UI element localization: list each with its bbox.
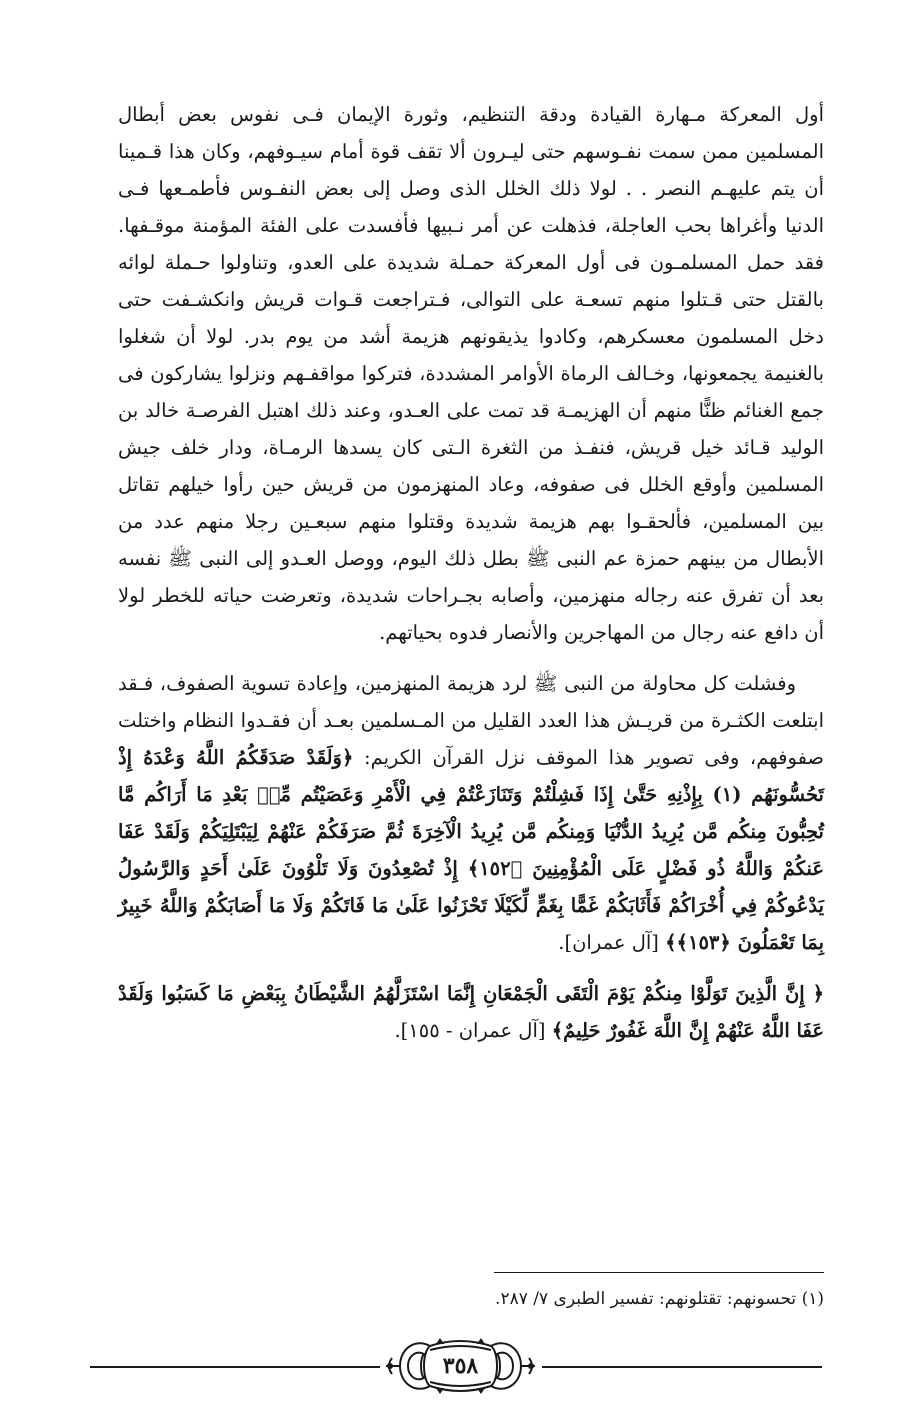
- paragraph-1: أول المعركة مـهارة القيادة ودقة التنظيم، وثورة الإيمان فـى نفوس بعض أبطال المسلمين ممن سمت نفـوسهم حتى ليـرون ألا تقف قوة أمام سيـوفهم، وكان هذا قـمينا أن يتم عليهـم النصر . . لولا ذلك الخلل الذى وصل إلى بعض النفـوس فأطمـعها فـى الدنيا وأغراها بحب العاجلة، فذهلت عن أمر نـبيها فأفسدت على الفئة المؤمنة موقـفها. فقد حمل المسلمـون فى أول المعركة حمـلة شديدة على العدو، وتناولوا حـملة لوائه بالقتل حتى قـتلوا منهم تسعـة على التوالى، فـتراجعت قـوات قريش وانكشـفت حتى دخل المسلمون معسكرهم، وكادوا يذيقونهم هزيمة أشد من يوم بدر. لولا أن شغلوا بالغنيمة يجمعونها، وخـالف الرماة الأوامر المشددة، فتركوا مواقفـهم ونزلوا يشاركون فى جمع الغنائم ظنًّا منهم أن الهزيمـة قد تمت على العـدو، وعند ذلك اهتبل الفرصـة خالد بن الوليد قـائد خيل قريش، فنفـذ من الثغرة الـتى كان يسدها الرمـاة، ودار خلف جيش المسلمين وأوقع الخلل فى صفوفه، وعاد المنهزمون من قريش حين رأوا خيلهم تقاتل بين المسلمين، فألحقـوا بهم هزيمة شديدة وقتلوا منهم سبعـين رجلا منهم عدد من الأبطال من بينهم حمزة عم النبى ﷺ بطل ذلك اليوم، ووصل العـدو إلى النبى ﷺ نفسه بعد أن تفرق عنه رجاله منهزمين، وأصابه بجـراحات شديدة، وتعرضت حياته للخطر لولا أن دافع عنه رجال من المهاجرين والأنصار فدوه بحياتهم.: [118, 103, 824, 644]
- page-footer: [90, 1322, 822, 1402]
- verse-2-reference: [آل عمران - ١٥٥].: [394, 1019, 546, 1042]
- footnote: (١) تحسونهم: تقتلونهم: تفسير الطبرى ٧/ ٢٨٧.: [495, 1289, 824, 1309]
- book-page: [118, 96, 824, 1379]
- quran-verse-1: ﴿وَلَقَدْ صَدَقَكُمُ اللَّهُ وَعْدَهُ إِذْ تَحُسُّونَهُم (١) بِإِذْنِهِ حَتَّىٰ إِذَا فَشِلْتُمْ وَتَنَازَعْتُمْ فِي الْأَمْرِ وَعَصَيْتُم مِّنۢ بَعْدِ مَا أَرَاكُم مَّا تُحِبُّونَ مِنكُم مَّن يُرِيدُ الدُّنْيَا وَمِنكُم مَّن يُرِيدُ الْآخِرَةَ ثُمَّ صَرَفَكُمْ عَنْهُمْ لِيَبْتَلِيَكُمْ وَلَقَدْ عَفَا عَنكُمْ وَاللَّهُ ذُو فَضْلٍ عَلَى الْمُؤْمِنِينَ ﴿١٥٢﴾ إِذْ تُصْعِدُونَ وَلَا تَلْوُونَ عَلَىٰ أَحَدٍ وَالرَّسُولُ يَدْعُوكُمْ فِي أُخْرَاكُمْ فَأَثَابَكُمْ غَمًّا بِغَمٍّ لِّكَيْلَا تَحْزَنُوا عَلَىٰ مَا فَاتَكُمْ وَلَا مَا أَصَابَكُمْ وَاللَّهُ خَبِيرٌ بِمَا تَعْمَلُونَ ﴿١٥٣﴾﴾: [118, 746, 824, 954]
- quran-verse-2: ﴿ إِنَّ الَّذِينَ تَوَلَّوْا مِنكُمْ يَوْمَ الْتَقَى الْجَمْعَانِ إِنَّمَا اسْتَزَلَّهُمُ الشَّيْطَانُ بِبَعْضِ مَا كَسَبُوا وَلَقَدْ عَفَا اللَّهُ عَنْهُمْ إِنَّ اللَّهَ غَفُورٌ حَلِيمٌ﴾: [118, 982, 824, 1042]
- verse-1-reference: [آل عمران].: [558, 931, 659, 954]
- footer-rule-right: [542, 1366, 822, 1368]
- page-number-ornament: [378, 1328, 543, 1404]
- footnote-divider: [494, 1272, 824, 1273]
- main-text: [118, 96, 824, 1049]
- paragraph-2-text: وفشلت كل محاولة من النبى ﷺ لرد هزيمة المنهزمين، وإعادة تسوية الصفوف، فـقد ابتلعت الكثـرة من قريـش هذا العدد القليل من المـسلمين بعـد أن فقـدوا النظام واختلت صفوفهم، وفى تصوير هذا الموقف نزل القرآن الكريم:: [118, 672, 824, 769]
- paragraph-2: [118, 665, 824, 961]
- footer-rule-left: [90, 1366, 380, 1368]
- paragraph-3: [118, 975, 824, 1049]
- page-number: ٣٥٨: [442, 1353, 479, 1379]
